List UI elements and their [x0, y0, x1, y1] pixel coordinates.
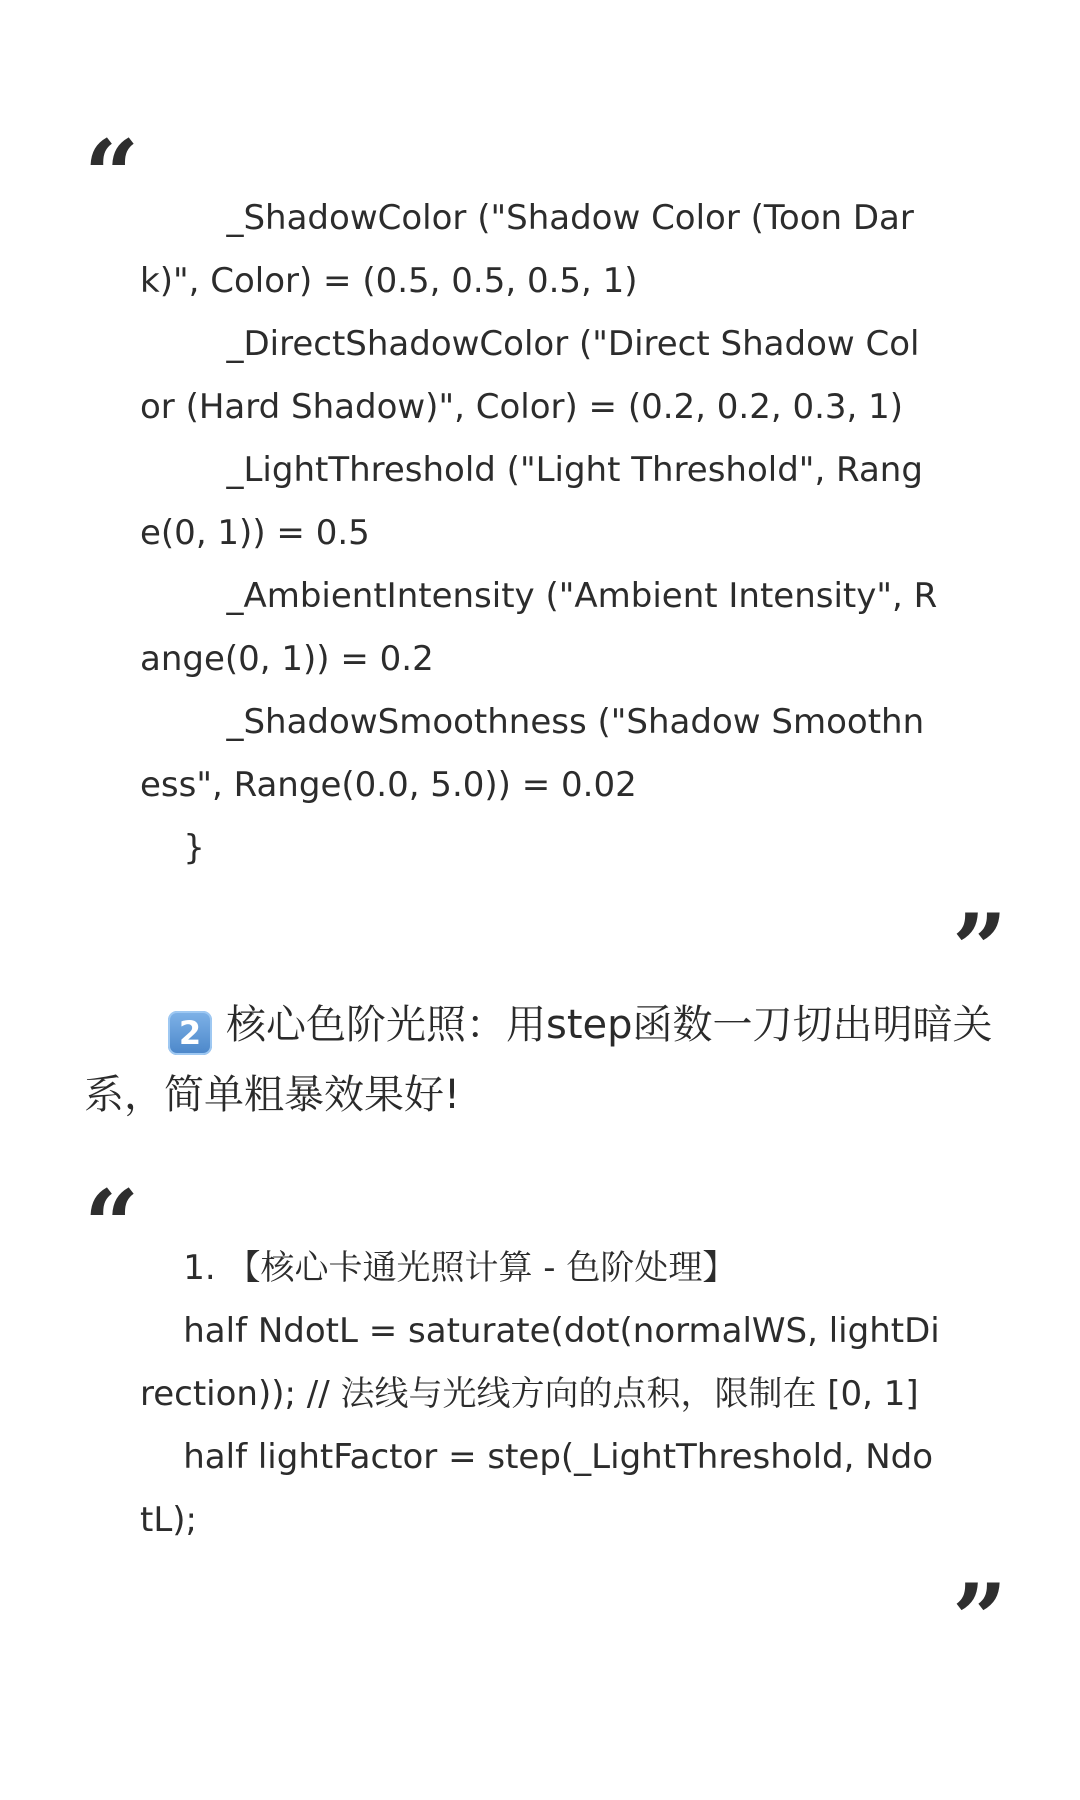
code-line-direct-shadow-color: _DirectShadowColor ("Direct Shadow Color (Hard Shadow)", Color) = (0.2, 0.2, 0.3, 1)	[140, 324, 920, 427]
open-quote-mark: “	[84, 119, 140, 232]
code-quote-block	[140, 187, 940, 880]
code-quote-block	[140, 1237, 940, 1552]
close-quote-mark: ”	[952, 893, 1008, 1006]
code-line-shadow-smoothness: _ShadowSmoothness ("Shadow Smoothness", Range(0.0, 5.0)) = 0.02	[140, 702, 925, 805]
code-line-light-factor: half lightFactor = step(_LightThreshold, NdotL);	[140, 1437, 934, 1540]
section-heading-text: 核心色阶光照：用step函数一刀切出明暗关系，简单粗暴效果好!	[84, 1002, 993, 1118]
code-line-comment-heading: 1. 【核心卡通光照计算 - 色阶处理】	[140, 1248, 737, 1288]
code-line-light-threshold: _LightThreshold ("Light Threshold", Range(0, 1)) = 0.5	[140, 450, 923, 553]
open-quote-mark: “	[84, 1169, 140, 1282]
code-line-closing-brace: }	[140, 828, 205, 868]
code-line-shadow-color: _ShadowColor ("Shadow Color (Toon Dark)", Color) = (0.5, 0.5, 0.5, 1)	[140, 198, 914, 301]
code-line-ambient-intensity: _AmbientIntensity ("Ambient Intensity", Range(0, 1)) = 0.2	[140, 576, 938, 679]
section-heading	[84, 990, 1002, 1130]
close-quote-mark: ”	[952, 1563, 1008, 1676]
keycap-2-icon: 2	[168, 1011, 212, 1055]
code-line-ndotl: half NdotL = saturate(dot(normalWS, lightDirection)); // 法线与光线方向的点积，限制在 [0, 1]	[140, 1311, 940, 1414]
